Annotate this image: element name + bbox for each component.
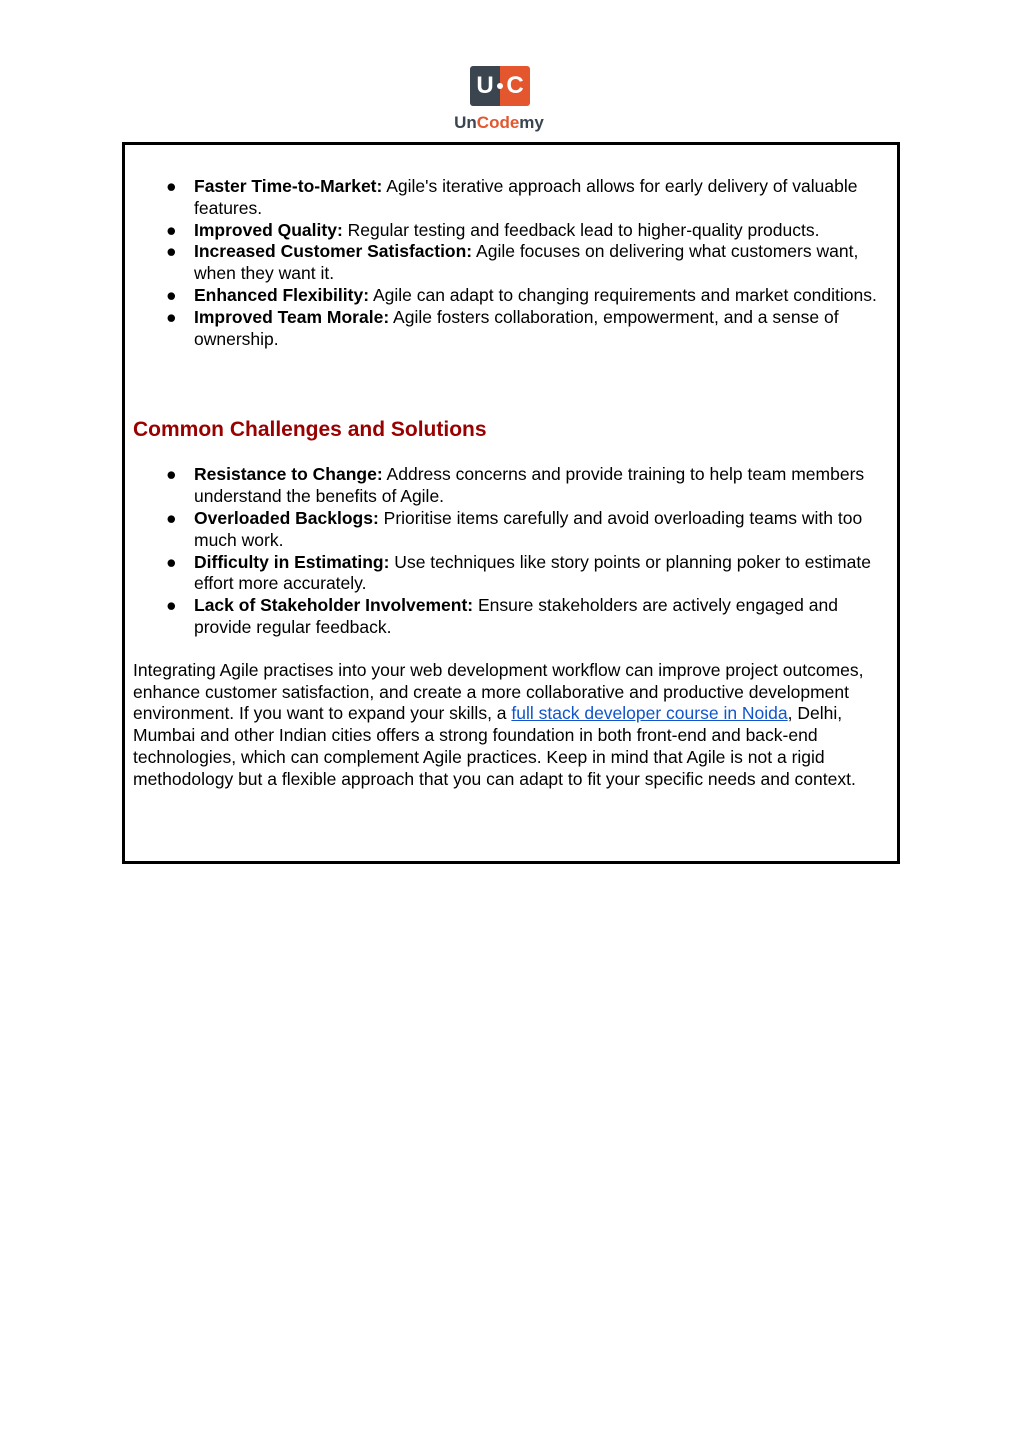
logo-wordmark [446, 113, 552, 133]
item-title: Enhanced Flexibility: [194, 284, 370, 305]
challenges-list [133, 464, 893, 638]
logo-dot-icon [497, 83, 503, 89]
list-item [133, 285, 893, 307]
closing-text-before: Integrating Agile practises into your web development workflow can improve project outcomes, enhance customer satisfaction, and create a more collaborative and productive development environment. If you want to expand your skills, a [133, 659, 864, 724]
bullet-icon: ● [166, 464, 177, 485]
item-text: Use techniques like story points or planning poker to estimate effort more accurately. [194, 551, 871, 594]
logo-word-start: Un [454, 113, 477, 132]
course-link[interactable]: full stack developer course in Noida [511, 703, 788, 724]
item-title: Difficulty in Estimating: [194, 551, 390, 572]
bullet-icon: ● [166, 241, 177, 262]
item-text: Prioritise items carefully and avoid overloading teams with too much work. [194, 507, 863, 550]
logo-badge-u: U [470, 66, 500, 106]
list-item [133, 220, 893, 242]
item-text: Agile can adapt to changing requirements and market conditions. [369, 284, 877, 305]
item-text: Agile's iterative approach allows for early delivery of valuable features. [194, 176, 858, 218]
item-text: Ensure stakeholders are actively engaged and provide regular feedback. [194, 595, 838, 637]
uncodemy-logo [446, 66, 552, 136]
list-item [133, 241, 893, 285]
list-item [133, 595, 893, 639]
item-text: Agile focuses on delivering what customers want, when they want it. [194, 241, 859, 284]
bullet-icon: ● [166, 176, 177, 196]
item-text: Address concerns and provide training to help team members understand the benefits of Agile. [194, 464, 865, 507]
document-content [133, 176, 893, 791]
bullet-icon: ● [166, 595, 177, 616]
item-title: Lack of Stakeholder Involvement: [194, 595, 474, 616]
item-title: Improved Quality: [194, 219, 343, 240]
closing-paragraph [133, 660, 893, 791]
section-heading: Common Challenges and Solutions [133, 418, 487, 442]
logo-word-mid: Code [476, 113, 520, 132]
logo-badge [470, 66, 530, 106]
list-item [133, 464, 893, 508]
logo-badge-c: C [500, 66, 530, 106]
item-title: Increased Customer Satisfaction: [194, 241, 473, 262]
bullet-icon: ● [166, 284, 177, 305]
bullet-icon: ● [166, 219, 177, 240]
closing-text-after: , Delhi, Mumbai and other Indian cities offers a strong foundation in both front-end and back-end technologies, which can complement Agile practices. Keep in mind that Agile is not a rigid methodology but a flexible approach that you can adapt to fit your specific needs and context. [133, 703, 856, 789]
item-title: Resistance to Change: [194, 464, 383, 485]
bullet-icon: ● [166, 551, 177, 572]
benefits-list [133, 176, 893, 350]
item-title: Improved Team Morale: [194, 306, 390, 327]
list-item [133, 176, 893, 220]
list-item [133, 552, 893, 596]
item-text: Regular testing and feedback lead to higher-quality products. [342, 219, 820, 240]
item-title: Overloaded Backlogs: [194, 507, 379, 528]
list-item [133, 307, 893, 351]
bullet-icon: ● [166, 507, 177, 528]
item-title: Faster Time-to-Market: [194, 176, 383, 196]
logo-word-end: my [519, 113, 544, 132]
list-item [133, 508, 893, 552]
item-text: Agile fosters collaboration, empowerment, and a sense of ownership. [194, 306, 839, 349]
bullet-icon: ● [166, 306, 177, 327]
